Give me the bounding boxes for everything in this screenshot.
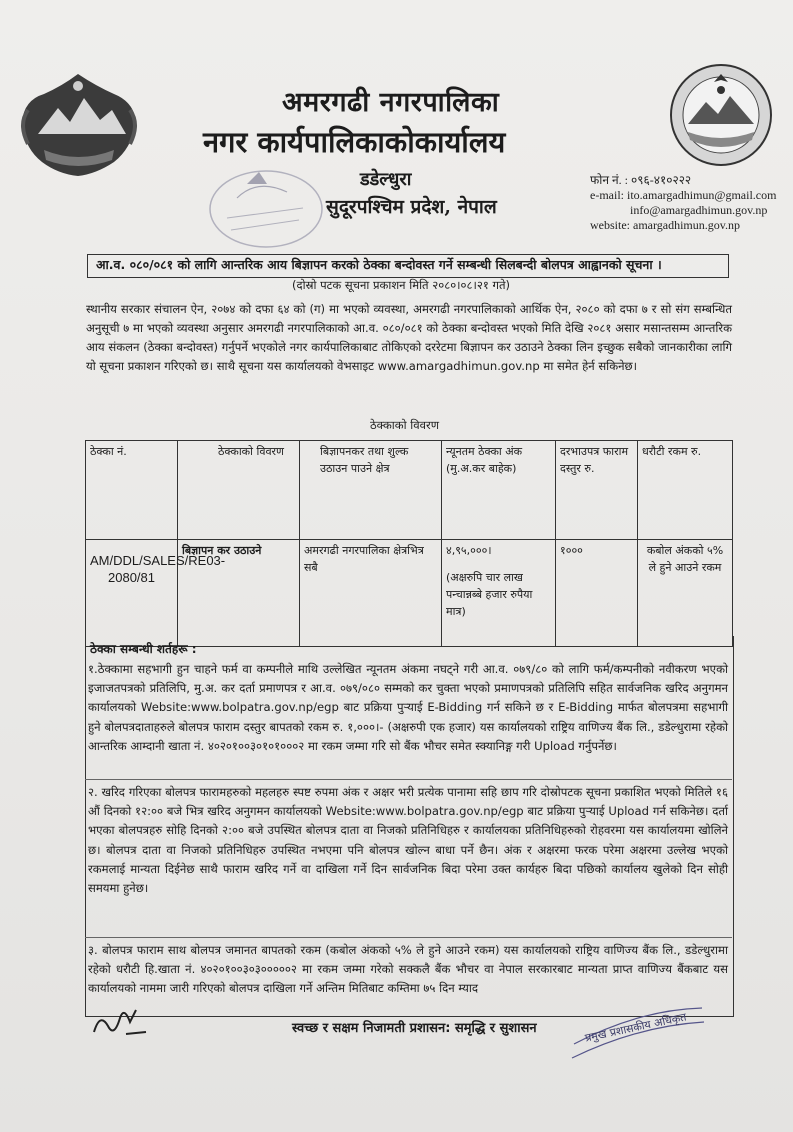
header-cell: न्यूनतम ठेक्का अंक (मु.अ.कर बाहेक) xyxy=(442,441,556,540)
terms-heading: ठेक्का सम्बन्धी शर्तहरू : xyxy=(90,642,197,656)
contract-number: AM/DDL/SALES/RE03-2080/81 xyxy=(86,540,178,647)
office-name: नगर कार्यपालिकाकोकार्यालय xyxy=(203,125,506,159)
contract-description: बिज्ञापन कर उठाउने xyxy=(178,540,300,647)
header-cell: धरौटी रकम रु. xyxy=(638,441,733,540)
table-row xyxy=(86,540,733,647)
minimum-amount-words: (अक्षरुपि चार लाख पन्चान्नब्बे हजार रुपैया मात्र) xyxy=(446,571,533,618)
website-link[interactable]: website: amargadhimun.gov.np xyxy=(590,218,740,232)
publication-date-note: (दोस्रो पटक सूचना प्रकाशन मिति २०८०।०८।२१ गते) xyxy=(292,278,510,292)
term-divider xyxy=(85,779,732,780)
header-cell: ठेक्काको विवरण xyxy=(178,441,300,540)
contract-table-heading: ठेक्काको विवरण xyxy=(370,418,440,432)
term-divider xyxy=(85,937,732,938)
email-secondary[interactable]: info@amargadhimun.gov.np xyxy=(630,203,768,217)
header-cell: बिज्ञापनकर तथा शुल्क उठाउन पाउने क्षेत्र xyxy=(300,441,442,540)
province-name: सुदूरपश्चिम प्रदेश, नेपाल xyxy=(326,196,497,218)
term-item-2: २. खरिद गरिएका बोलपत्र फारामहरुको महलहरु स्पष्ट रुपमा अंक र अक्षर भरी प्रत्येक पानामा सहि छाप गरि दोस्रोपटक सूचना प्रकाशित भएको मितिले १६ औं दिनको १२:०० बजे भित्र खरिद अनुगमन कार्यालयको Website:www.bolpatra.gov.np/egp बाट प्रक्रिया पुऱ्याई Upload गर्न सकिनेछ। दर्ता भएका बोलपत्रहरु सोहि दिनको २:०० बजे उपस्थित बोलपत्र दाता वा निजको प्रतिनिधिहरु र कार्यालयका प्रतिनिधिहरुको रोहवरमा यस कार्यालयमा खोलिने छ। बोलपत्र दाता वा निजको प्रतिनिधिहरु उपस्थित नभएमा पनि बोलपत्र खोल्न बाधा पर्ने छैन। अंक र अक्षरमा फरक परेमा अक्षरमा उल्लेख भएको रकमलाई मान्यता दिईनेछ साथै फाराम खरिद गर्ने वा दाखिला गर्ने दिन सार्वजनिक बिदा परेमा उक्त कार्यहरु बिदा पछिको कार्यालय खुलेको दिन सोही समयमा हुनेछ। xyxy=(88,785,732,896)
form-fee: १००० xyxy=(556,540,638,647)
contract-table xyxy=(85,440,733,647)
footer-slogan: स्वच्छ र सक्षम निजामती प्रशासन: समृद्धि र सुशासन xyxy=(292,1021,537,1036)
contract-area: अमरगढी नगरपालिका क्षेत्रभित्र सबै xyxy=(300,540,442,647)
header-cell: दरभाउपत्र फाराम दस्तुर रु. xyxy=(556,441,638,540)
minimum-amount: ४,९५,०००। xyxy=(446,544,492,557)
officer-stamp-text: प्रमुख प्रशासकीय अधिकृत xyxy=(583,1010,688,1045)
handwritten-signature xyxy=(86,992,156,1050)
municipality-logo xyxy=(668,62,774,168)
nepal-emblem-logo xyxy=(14,64,144,182)
minimum-amount-cell xyxy=(442,540,556,647)
office-seal xyxy=(207,168,325,250)
phone-number: फोन नं. : ०९६-४१०२२२ xyxy=(590,173,692,187)
notice-body: स्थानीय सरकार संचालन ऐन, २०७४ को दफा ६४ को (ग) मा भएको व्यवस्था, अमरगढी नगरपालिकाको आर्थिक ऐन, २०८० को दफा ७ र सो संग सम्बन्धित अनुसूची ७ मा भएको व्यवस्था अनुसार अमरगढी नगरपालिकाको आ.व. ०८०/०८१ को ठेक्का बन्दोवस्त भएको मिति देखि २०८१ असार मसान्तसम्म आन्तरिक आय संकलन (ठेक्का बन्दोवस्त) गर्नुपर्ने भएकोले नगर कार्यपालिकाबाट तोकिएको दररेटमा बिज्ञापन कर उठाउने ठेक्का लिन इच्छुक सबैको जानकारीका लागि यो सूचना प्रकाशन गरिएको छ। साथै सूचना यस कार्यालयको वेभसाइट www.amargadhimun.gov.np मा समेत हेर्न सकिनेछ। xyxy=(86,302,736,373)
term-item-3: ३. बोलपत्र फाराम साथ बोलपत्र जमानत बापतको रकम (कबोल अंकको ५% ले हुने आउने रकम) यस कार्यालयको राष्ट्रिय वाणिज्य बैंक लि., डडेल्धुरामा रहेको धरौटी हि.खाता नं. ४०२०१००३०३०००००२ मा रकम जम्मा गरेको सक्कलै बैंक भौचर वा नेपाल सरकारबाट मान्यता प्राप्त वाणिज्य बैंकबाट यस कार्यालयको नाममा जारी गरिएको बोलपत्र दाखिला गर्ने अन्तिम मितिबाट कम्तिमा ७५ दिन म्याद xyxy=(88,943,732,996)
header-cell: ठेक्का नं. xyxy=(86,441,178,540)
contact-block xyxy=(590,173,776,233)
table-header-row xyxy=(86,441,733,540)
deposit-amount: कबोल अंकको ५% ले हुने आउने रकम xyxy=(638,540,733,647)
term-item-1: १.ठेक्कामा सहभागी हुन चाहने फर्म वा कम्पनीले माथि उल्लेखित न्यूनतम अंकमा नघट्ने गरी आ.व. ०७९/८० को लागि फर्म/कम्पनीको नवीकरण भएको इजाजतपत्रको प्रतिलिपि, मु.अ. कर दर्ता प्रमाणपत्र र आ.व. ०७९/०८० सम्मको कर चुक्ता भएको प्रमाणपत्रको प्रतिलिपि सहित सार्वजनिक खरिद अनुगमन कार्यालयको Website:www.bolpatra.gov.np/egp बाट प्रक्रिया पुऱ्याई E-Bidding गर्न सकिने छ र E-Bidding मार्फत बोलपत्रमा सहभागी हुने बोलपत्रदाताहरुले बोलपत्र फाराम दस्तुर बापतको रकम रु. १,०००।- (अक्षरुपी एक हजार) यस कार्यालयको राष्ट्रिय वाणिज्य बैंक लि., डडेल्धुरामा रहेको आन्तरिक आम्दानी खाता नं. ४०२०१००३०१०१०००२ मा रकम जम्मा गरि सो बैंक भौचर समेत स्क्यानिङ्ग गरी Upload गर्नुपर्नेछ। xyxy=(88,662,732,753)
district-name: डडेल्धुरा xyxy=(360,169,412,190)
email-primary[interactable]: e-mail: ito.amargadhimun@gmail.com xyxy=(590,188,777,202)
municipality-name: अमरगढी नगरपालिका xyxy=(282,87,500,118)
notice-title: आ.व. ०८०/०८१ को लागि आन्तरिक आय बिज्ञापन करको ठेक्का बन्दोवस्त गर्ने सम्बन्धी सिलबन्दी बोलपत्र आह्वानको सूचना । xyxy=(96,257,662,272)
